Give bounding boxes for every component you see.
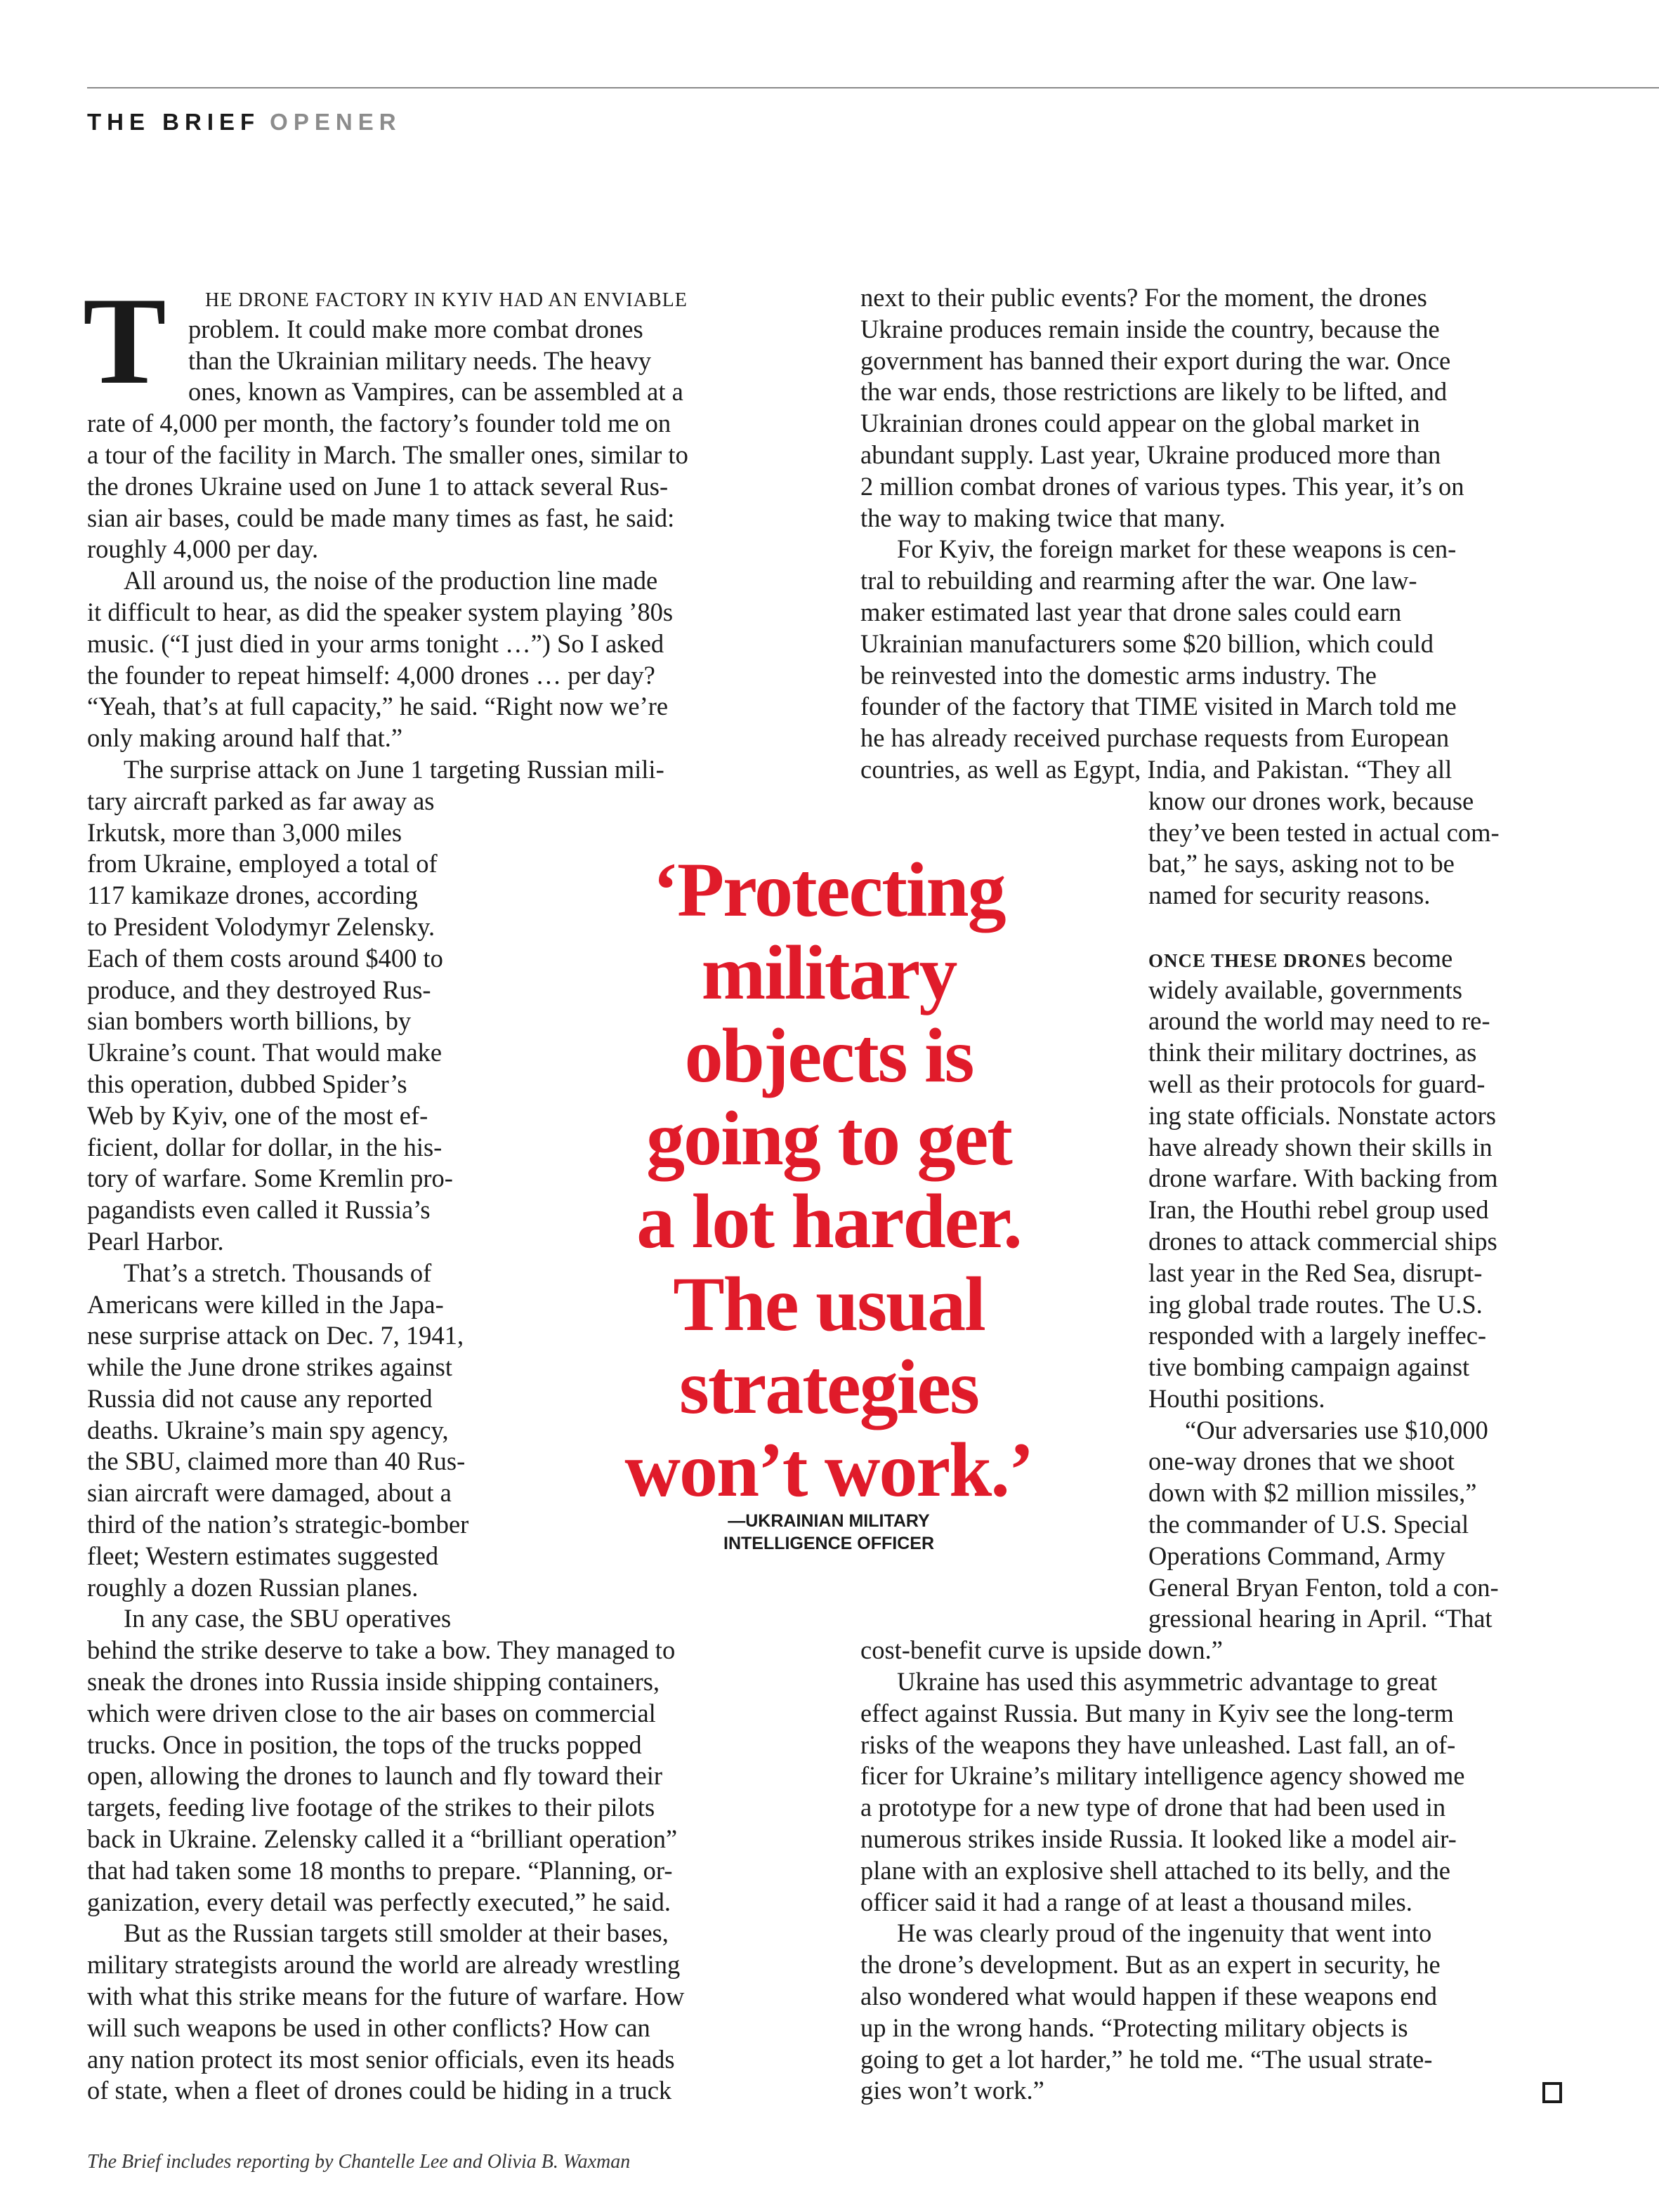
section-title: THE BRIEF [87, 109, 261, 135]
article-line-text: going to get a lot harder,” he told me. “The usual strate- [860, 2044, 1433, 2074]
article-line [87, 1572, 688, 1604]
article-line [87, 628, 688, 660]
article-line [87, 786, 688, 817]
article-column-left [87, 282, 688, 2107]
article-line-text: ones, known as Vampires, can be assembled at a [188, 377, 683, 407]
article-line-text: government has banned their export during the war. Once [860, 345, 1451, 375]
article-line [860, 754, 1500, 786]
article-line [87, 1132, 688, 1164]
article-line [87, 1730, 688, 1761]
article-line-text: military strategists around the world are already wrestling [87, 1950, 681, 1980]
pull-quote [604, 848, 1054, 1511]
article-line [860, 1698, 1500, 1730]
article-line-text: plane with an explosive shell attached to its belly, and the [860, 1855, 1450, 1885]
article-line [860, 440, 1500, 471]
article-line-text: roughly a dozen Russian planes. [87, 1572, 419, 1602]
article-line-text: Pearl Harbor. [87, 1226, 224, 1256]
pull-quote-line: military [701, 930, 957, 1015]
article-line-text: Each of them costs around $400 to [87, 943, 443, 973]
section-header [87, 108, 402, 136]
article-line [87, 723, 688, 754]
article-line-text: one-way drones that we shoot [1148, 1447, 1455, 1476]
article-line [87, 2013, 688, 2044]
article-line [87, 1163, 688, 1194]
article-line [87, 817, 688, 849]
article-line-text: up in the wrong hands. “Protecting military objects is [860, 2013, 1408, 2042]
article-line-text: abundant supply. Last year, Ukraine produced more than [860, 440, 1441, 469]
article-line [87, 848, 688, 880]
article-line-text: while the June drone strikes against [87, 1352, 453, 1382]
article-line: HE DRONE FACTORY IN KYIV HAD AN ENVIABLE [205, 289, 688, 311]
article-line [860, 691, 1500, 723]
article-line [860, 1760, 1500, 1792]
article-line [860, 1603, 1500, 1635]
article-line-text: think their military doctrines, as [1148, 1038, 1477, 1067]
article-line-text: down with $2 million missiles,” [1148, 1478, 1477, 1508]
header-rule [87, 87, 1659, 88]
article-line [87, 503, 688, 534]
article-line-text: Americans were killed in the Japa- [87, 1289, 444, 1319]
attribution-line: INTELLIGENCE OFFICER [723, 1534, 934, 1553]
article-line [87, 2075, 688, 2107]
drop-cap: T [83, 271, 166, 410]
article-line-text: founder of the factory that TIME visited in March told me [860, 692, 1457, 721]
article-line [87, 1981, 688, 2013]
article-line [87, 440, 688, 471]
article-line-text: rate of 4,000 per month, the factory’s founder told me on [87, 409, 671, 438]
article-line-text: the drones Ukraine used on June 1 to attack several Rus- [87, 471, 669, 501]
article-line-text: targets, feeding live footage of the strikes to their pilots [87, 1793, 655, 1822]
article-line [860, 786, 1500, 817]
article-line [87, 1760, 688, 1792]
article-line-text: Ukrainian manufacturers some $20 billion, which could [860, 628, 1434, 658]
article-line-text: of state, when a fleet of drones could be hiding in a truck [87, 2076, 672, 2105]
article-line [87, 376, 688, 408]
article-line-text: the commander of U.S. Special [1148, 1510, 1469, 1539]
article-line-text: produce, and they destroyed Rus- [87, 975, 431, 1004]
article-line [87, 1918, 688, 1949]
article-line [87, 1194, 688, 1226]
article-line [87, 1824, 688, 1855]
pull-quote-line: strategies [679, 1344, 978, 1430]
end-mark-icon [1542, 2082, 1562, 2103]
article-line [860, 565, 1500, 597]
article-line [87, 1446, 688, 1477]
article-line-text: to President Volodymyr Zelensky. [87, 911, 435, 941]
article-line [860, 503, 1500, 534]
article-line-text: tary aircraft parked as far away as [87, 786, 435, 815]
article-line-text: next to their public events? For the moment, the drones [860, 283, 1427, 312]
article-line-text: this operation, dubbed Spider’s [87, 1069, 407, 1098]
article-line [87, 597, 688, 628]
article-line [860, 1824, 1500, 1855]
article-line [87, 1509, 688, 1541]
article-line-text: ing state officials. Nonstate actors [1148, 1100, 1496, 1130]
article-line-text: That’s a stretch. Thousands of [124, 1258, 432, 1287]
article-line-text: the drone’s development. But as an expert in security, he [860, 1950, 1441, 1980]
article-line-text: will such weapons be used in other conflicts? How can [87, 2013, 650, 2042]
pull-quote-line: going to get [646, 1095, 1011, 1181]
article-line [87, 1383, 688, 1415]
article-line-text: roughly 4,000 per day. [87, 534, 319, 564]
article-line-text: In any case, the SBU operatives [124, 1604, 452, 1633]
article-line [860, 1792, 1500, 1824]
article-line [860, 1918, 1500, 1949]
article-line-text: last year in the Red Sea, disrupt- [1148, 1258, 1483, 1287]
article-line-text: trucks. Once in position, the tops of the trucks popped [87, 1730, 642, 1759]
article-line [860, 723, 1500, 754]
article-line [87, 1352, 688, 1383]
article-line-text: 117 kamikaze drones, according [87, 881, 418, 910]
article-line [860, 817, 1500, 849]
article-line-text: effect against Russia. But many in Kyiv see the long-term [860, 1698, 1454, 1727]
article-line [860, 1635, 1500, 1666]
article-line-text: that had taken some 18 months to prepare. “Planning, or- [87, 1855, 673, 1885]
article-line [87, 534, 688, 565]
pull-quote-line: The usual [673, 1261, 985, 1347]
article-line [87, 1792, 688, 1824]
article-line [87, 1949, 688, 1981]
article-line-text: maker estimated last year that drone sales could earn [860, 597, 1402, 626]
article-line-text: But as the Russian targets still smolder at their bases, [124, 1918, 669, 1948]
article-line-text: deaths. Ukraine’s main spy agency, [87, 1415, 449, 1444]
article-line-text: problem. It could make more combat drones [188, 314, 643, 343]
article-line-text: countries, as well as Egypt, India, and Pakistan. “They all [860, 754, 1453, 784]
article-line-text: He was clearly proud of the ingenuity that went into [897, 1918, 1432, 1948]
reporting-credit: The Brief includes reporting by Chantelle Lee and Olivia B. Waxman [87, 2151, 631, 2173]
article-line [87, 1666, 688, 1698]
article-line [87, 1698, 688, 1730]
article-line-text: sneak the drones into Russia inside shipping containers, [87, 1667, 660, 1697]
article-line-text: ganization, every detail was perfectly executed,” he said. [87, 1887, 671, 1916]
article-line [860, 660, 1500, 692]
article-line [87, 1603, 688, 1635]
article-line-text: know our drones work, because [1148, 786, 1474, 815]
article-line [87, 2044, 688, 2076]
article-line [860, 2075, 1500, 2107]
article-line-text: drones to attack commercial ships [1148, 1226, 1497, 1256]
article-line-text: the founder to repeat himself: 4,000 drones … per day? [87, 660, 655, 690]
article-line-text: ficer for Ukraine’s military intelligence agency showed me [860, 1761, 1465, 1791]
article-line [860, 1855, 1500, 1887]
article-line [87, 471, 688, 503]
article-line [87, 1289, 688, 1321]
article-line-text: drone warfare. With backing from [1148, 1164, 1498, 1193]
article-line [87, 1100, 688, 1132]
article-line [860, 1572, 1500, 1604]
article-line-text: music. (“I just died in your arms tonight …”) So I asked [87, 628, 664, 658]
article-line [87, 1069, 688, 1100]
article-line-text: a prototype for a new type of drone that had been used in [860, 1793, 1446, 1822]
article-line-text: Ukraine’s count. That would make [87, 1038, 442, 1067]
article-line-text: the war ends, those restrictions are likely to be lifted, and [860, 377, 1448, 407]
article-line-text: also wondered what would happen if these weapons end [860, 1982, 1438, 2011]
article-line-text: Houthi positions. [1148, 1383, 1325, 1413]
section-subtitle: OPENER [270, 109, 402, 135]
article-line [860, 534, 1500, 565]
article-line [87, 408, 688, 440]
article-line [87, 691, 688, 723]
article-line-text: General Bryan Fenton, told a con- [1148, 1572, 1499, 1602]
article-line [87, 565, 688, 597]
article-line-text: Irkutsk, more than 3,000 miles [87, 817, 402, 847]
article-line-text: ing global trade routes. The U.S. [1148, 1289, 1483, 1319]
article-line-text: “Yeah, that’s at full capacity,” he said. “Right now we’re [87, 692, 669, 721]
article-line [860, 1981, 1500, 2013]
article-line-text: Ukrainian drones could appear on the global market in [860, 409, 1420, 438]
article-line [87, 1037, 688, 1069]
article-line [860, 471, 1500, 503]
article-line-text: open, allowing the drones to launch and fly toward their [87, 1761, 663, 1791]
pull-quote-line: ‘Protecting [653, 847, 1005, 933]
article-line-text: All around us, the noise of the production line made [124, 566, 658, 595]
article-line-text: which were driven close to the air bases on commercial [87, 1698, 656, 1727]
article-line-text: than the Ukrainian military needs. The heavy [188, 345, 652, 375]
article-line-text: cost-benefit curve is upside down.” [860, 1635, 1223, 1665]
article-line-text: a tour of the facility in March. The smaller ones, similar to [87, 440, 688, 469]
article-line-text: gies won’t work.” [860, 2076, 1044, 2105]
article-line-text: third of the nation’s strategic-bomber [87, 1510, 469, 1539]
attribution-line: —UKRAINIAN MILITARY [728, 1511, 930, 1531]
pull-quote-line: a lot harder. [636, 1178, 1021, 1264]
article-line-text: numerous strikes inside Russia. It looked like a model air- [860, 1824, 1457, 1854]
article-line-text: be reinvested into the domestic arms industry. The [860, 660, 1377, 690]
pull-quote-line: won’t work.’ [624, 1427, 1033, 1513]
article-line [860, 2044, 1500, 2076]
article-line-text: bat,” he says, asking not to be [1148, 849, 1455, 878]
article-line-text: the SBU, claimed more than 40 Rus- [87, 1447, 466, 1476]
article-line-text: tive bombing campaign against [1148, 1352, 1470, 1382]
article-line-text: Ukraine produces remain inside the country, because the [860, 314, 1440, 343]
article-line-text: widely available, governments [1148, 975, 1462, 1004]
article-line-text: sian air bases, could be made many times as fast, he said: [87, 503, 675, 532]
article-line [87, 1226, 688, 1258]
article-line [860, 1666, 1500, 1698]
article-line-text: sian aircraft were damaged, about a [87, 1478, 452, 1508]
article-line [87, 1477, 688, 1509]
article-line-text: risks of the weapons they have unleashed. Last fall, an of- [860, 1730, 1456, 1759]
article-line [87, 660, 688, 692]
article-line [87, 314, 688, 345]
article-line [860, 282, 1500, 314]
article-line-text: sian bombers worth billions, by [87, 1006, 412, 1036]
article-line-text: any nation protect its most senior officials, even its heads [87, 2044, 675, 2074]
article-line [87, 1006, 688, 1037]
article-line-text: well as their protocols for guard- [1148, 1069, 1486, 1098]
article-line-text: with what this strike means for the future of warfare. How [87, 1982, 685, 2011]
article-line [87, 345, 688, 377]
article-line [860, 1949, 1500, 1981]
article-line [860, 2013, 1500, 2044]
article-line [87, 754, 688, 786]
article-line-text: “Our adversaries use $10,000 [1185, 1415, 1488, 1444]
article-line [860, 345, 1500, 377]
article-line-text: named for security reasons. [1148, 881, 1431, 910]
article-line [87, 1887, 688, 1918]
article-line-text: 2 million combat drones of various types. This year, it’s on [860, 471, 1464, 501]
article-line [860, 1730, 1500, 1761]
article-line-text: the way to making twice that many. [860, 503, 1226, 532]
article-line-text: he has already received purchase requests from European [860, 723, 1450, 753]
article-line-text: back in Ukraine. Zelensky called it a “brilliant operation” [87, 1824, 678, 1854]
article-line-text: Russia did not cause any reported [87, 1383, 433, 1413]
article-line-text: become [1372, 943, 1453, 973]
article-line [87, 880, 688, 911]
article-line-text: The surprise attack on June 1 targeting Russian mili- [124, 754, 664, 784]
article-line [860, 597, 1500, 628]
article-line [87, 1635, 688, 1666]
article-line [87, 975, 688, 1006]
article-line-text: responded with a largely ineffec- [1148, 1321, 1487, 1350]
article-line-text: only making around half that.” [87, 723, 403, 753]
article-line [87, 911, 688, 943]
article-line [860, 314, 1500, 345]
article-line [860, 1887, 1500, 1918]
article-line-text: Web by Kyiv, one of the most ef- [87, 1100, 428, 1130]
article-line-text: officer said it had a range of at least a thousand miles. [860, 1887, 1412, 1916]
article-line-text: behind the strike deserve to take a bow. They managed to [87, 1635, 676, 1665]
article-line-text: fleet; Western estimates suggested [87, 1541, 439, 1570]
article-line-text: tral to rebuilding and rearming after the war. One law- [860, 566, 1417, 595]
article-line [87, 1541, 688, 1572]
article-line-text: tory of warfare. Some Kremlin pro- [87, 1164, 453, 1193]
article-line-text: from Ukraine, employed a total of [87, 849, 438, 878]
article-line-text: they’ve been tested in actual com- [1148, 817, 1500, 847]
article-line-text: For Kyiv, the foreign market for these weapons is cen- [897, 534, 1457, 564]
pull-quote-line: objects is [684, 1013, 973, 1098]
article-line [860, 376, 1500, 408]
article-line [860, 628, 1500, 660]
article-line [860, 408, 1500, 440]
article-line-text: nese surprise attack on Dec. 7, 1941, [87, 1321, 464, 1350]
article-line [87, 1855, 688, 1887]
article-line-text: ficient, dollar for dollar, in the his- [87, 1132, 442, 1161]
article-line-text: Iran, the Houthi rebel group used [1148, 1195, 1489, 1225]
article-line-text: Operations Command, Army [1148, 1541, 1445, 1570]
article-line [87, 943, 688, 975]
article-line [87, 1320, 688, 1352]
article-line-text: around the world may need to re- [1148, 1006, 1490, 1036]
article-line-text: gressional hearing in April. “That [1148, 1604, 1493, 1633]
article-line-text: have already shown their skills in [1148, 1132, 1493, 1161]
article-line-text: it difficult to hear, as did the speaker system playing ’80s [87, 597, 674, 626]
article-line-text: pagandists even called it Russia’s [87, 1195, 431, 1225]
article-line-text: Ukraine has used this asymmetric advantage to great [897, 1667, 1438, 1697]
section-lead-in: ONCE THESE DRONES [1148, 949, 1367, 971]
pull-quote-attribution [604, 1510, 1054, 1555]
article-line [87, 1415, 688, 1447]
article-line [87, 1258, 688, 1289]
